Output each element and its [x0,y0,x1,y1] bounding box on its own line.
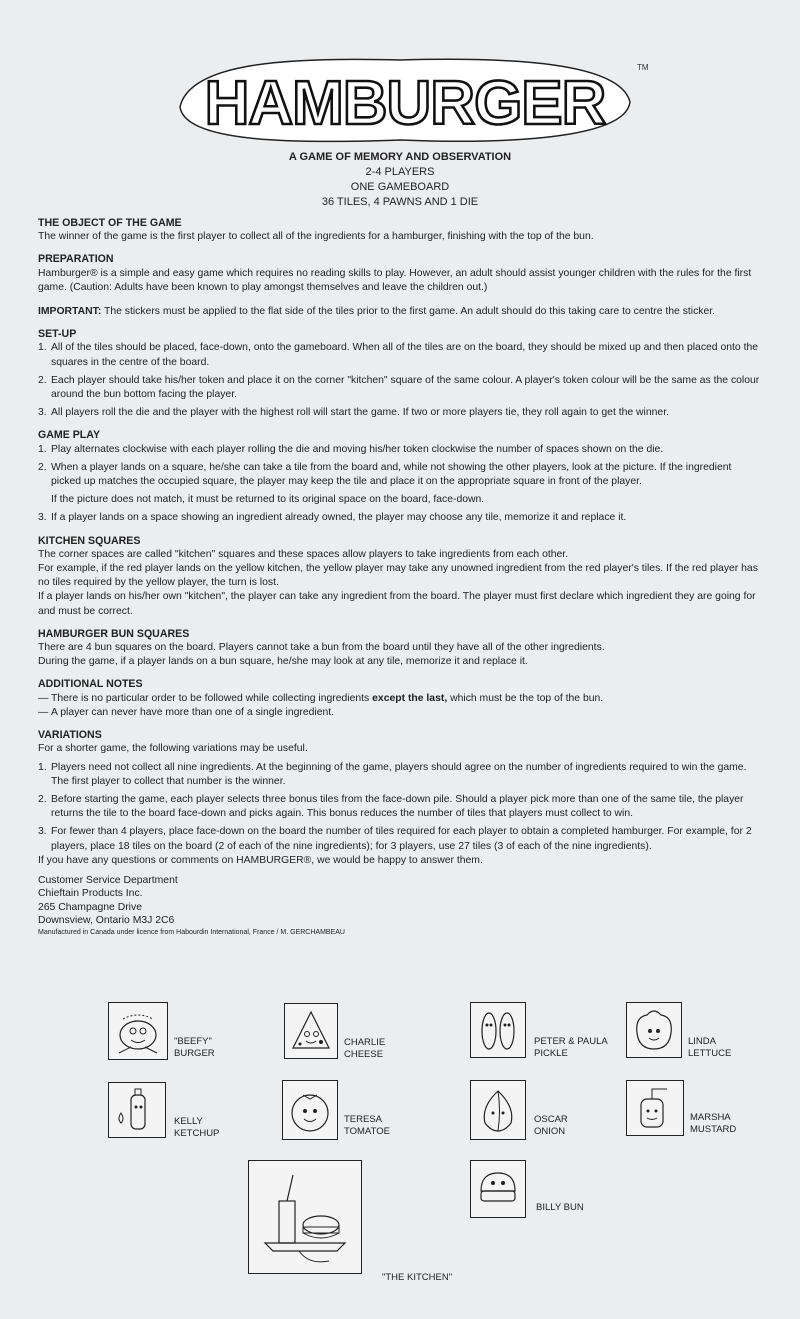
label-line: CHARLIE [344,1037,386,1048]
note-text: There is no particular order to be followed while collecting ingredients [51,692,373,704]
item-number: 1. [38,342,47,354]
paragraph: For example, if the red player lands on the yellow kitchen, the yellow player may take any unowned ingredient from the red player's tiles. If the red player has no tiles required by the yellow player, the turn is lost. [38,563,758,589]
mustard-icon [626,1080,684,1136]
item-text: Each player should take his/her token and place it on the corner "kitchen" square of the same colour. A player's token colour will be the same as the colour around the bun bottom facing the player. [51,374,760,401]
item-number: 1. [38,761,47,773]
list-item [38,341,760,369]
character-label [534,1036,608,1060]
label-line: OSCAR [534,1114,568,1125]
item-text: Play alternates clockwise with each player rolling the die and moving his/her token clockwise the number of spaces shown on the die. [51,443,664,455]
list-item [38,793,760,821]
label-line: "THE KITCHEN" [382,1272,453,1283]
questions-line: If you have any questions or comments on HAMBURGER®, we would be happy to answer them. [38,854,483,866]
kitchen-section [38,534,760,619]
list-item [38,461,760,489]
label-line: MUSTARD [690,1124,737,1135]
label-line: LINDA [688,1036,716,1047]
list-item [38,374,760,402]
item-subtext: If the picture does not match, it must be returned to its original space on the board, face-down. [51,494,485,506]
address-line: Downsview, Ontario M3J 2C6 [38,915,175,927]
tomato-icon [282,1080,338,1140]
lettuce-icon [626,1002,682,1058]
tagline: A GAME OF MEMORY AND OBSERVATION [288,151,512,163]
subtitle-block [0,150,800,210]
rules-text [38,216,760,937]
section-heading: THE OBJECT OF THE GAME [38,217,182,229]
item-number: 3. [38,826,47,838]
section-heading: SET-UP [38,328,77,341]
licence-line: Manufactured in Canada under licence from Habourdin International, France / M. GERCHAMBEAU [38,928,345,936]
dash: — [38,692,49,704]
logo-text: HAMBURGER [204,69,606,138]
section-heading: KITCHEN SQUARES [38,534,141,547]
note-text: which must be the top of the bun. [447,692,604,704]
paragraph: There are 4 bun squares on the board. Players cannot take a bun from the board until they have all of the other ingredients. [38,642,605,654]
section-heading: ADDITIONAL NOTES [38,678,143,691]
character-label [690,1112,736,1136]
item-number: 3. [38,407,47,419]
list-item [38,825,760,853]
paragraph: During the game, if a player lands on a bun square, he/she may look at any tile, memorize it and replace it. [38,656,528,668]
note-text: A player can never have more than one of a single ingredient. [51,706,335,718]
item-number: 2. [38,461,47,473]
section-heading: HAMBURGER BUN SQUARES [38,627,190,640]
hamburger-logo [170,52,640,147]
label-line: TOMATOE [344,1126,390,1137]
trademark: TM [637,63,649,72]
important-text: The stickers must be applied to the flat side of the tiles prior to the first game. An adult should do this taking care to centre the sticker. [101,306,716,318]
character-label [382,1272,452,1284]
section-heading: PREPARATION [38,253,114,266]
label-line: CHEESE [344,1049,384,1060]
gameplay-section [38,428,760,525]
note-item [38,706,760,720]
beefy-burger-icon [108,1002,168,1060]
address-line: Chieftain Products Inc. [38,888,143,900]
item-number: 3. [38,512,47,524]
label-line: KETCHUP [174,1128,220,1139]
bun-icon [470,1160,526,1218]
paragraph: Hamburger® is a simple and easy game which requires no reading skills to play. However, an adult should assist younger children with the rules for the first game. (Caution: Adults have been known to play amongst themselves and leave the children out.) [38,267,752,293]
item-number: 2. [38,793,47,805]
item-text: Players need not collect all nine ingredients. At the beginning of the game, players should agree on the number of ingredients required to win the game. The first player to collect that number is the winner. [51,761,747,787]
item-text: Before starting the game, each player selects three bonus tiles from the face-down pile. Should a player pick more than one of the same tile, the player returns the tile to the board face-down and picks again. This bonus reduces the number of tiles that players must collect to win. [51,793,744,820]
paragraph: The corner spaces are called "kitchen" squares and these spaces allow players to take ingredients from each other. [38,548,569,560]
kitchen-tray-icon [248,1160,362,1274]
character-label [174,1036,215,1060]
label-line: "BEEFY" [174,1036,212,1047]
label-line: PETER & PAULA [534,1036,608,1047]
item-text: If a player lands on a space showing an ingredient already owned, the player may choose any tile, memorize it and replace it. [51,512,627,524]
item-text: When a player lands on a square, he/she can take a tile from the board and, while not showing the other players, look at the picture. If the ingredient picked up matches the occupied square, the player may keep the tile and place it on the appropriate square in front of the player. [51,461,732,488]
variations-section [38,728,760,868]
list-item [38,761,760,789]
address-line: Customer Service Department [38,874,178,886]
paragraph: The winner of the game is the first player to collect all of the ingredients for a hamburger, finishing with the top of the bun. [38,231,594,243]
notes-section [38,677,760,720]
label-line: PICKLE [534,1048,568,1059]
item-text: For fewer than 4 players, place face-down on the board the number of tiles required for each player to obtain a completed hamburger. For example, for 2 players, place 18 tiles on the board (2 of each of the nine ingredients); for 3 players, use 27 tiles (3 of each of the nine ingredients). [51,826,752,852]
address-block [38,874,760,937]
list-item [38,511,760,525]
ketchup-icon [108,1082,166,1138]
important-label: IMPORTANT: [38,306,102,318]
cheese-icon [284,1003,338,1059]
note-item [38,692,760,706]
item-number: 2. [38,374,47,386]
item-text: All of the tiles should be placed, face-down, onto the gameboard. When all of the tiles are on the board, they should be mixed up and then placed onto the squares in the centre of the board. [51,342,759,368]
pickle-icon [470,1002,526,1058]
list-item [38,443,760,457]
board-count: ONE GAMEBOARD [350,181,450,193]
character-label [688,1036,731,1060]
important-note [38,305,760,319]
item-number: 1. [38,443,47,455]
label-line: BURGER [174,1048,215,1059]
section-heading: GAME PLAY [38,429,101,442]
list-item [38,406,760,420]
section-heading: VARIATIONS [38,729,102,742]
object-section [38,216,760,244]
dash: — [38,706,49,718]
character-label [344,1037,385,1061]
address-line: 265 Champagne Drive [38,901,142,913]
bun-section [38,627,760,670]
label-line: ONION [534,1126,566,1137]
setup-section [38,327,760,420]
note-bold: except the last, [372,692,448,704]
contents-line: 36 TILES, 4 PAWNS AND 1 DIE [321,196,479,208]
label-line: KELLY [174,1116,203,1127]
character-label [344,1114,390,1138]
preparation-section [38,252,760,319]
paragraph: For a shorter game, the following variations may be useful. [38,743,308,755]
character-label [174,1116,219,1140]
label-line: MARSHA [690,1112,731,1123]
character-label [534,1114,568,1138]
label-line: LETTUCE [688,1048,732,1059]
label-line: TERESA [344,1114,383,1125]
item-text: All players roll the die and the player with the highest roll will start the game. If two or more players tie, they roll again to get the winner. [51,407,669,419]
paragraph: If a player lands on his/her own "kitchen", the player can take any ingredient from the board. The player must first declare which ingredient they are going for and must be correct. [38,591,756,617]
onion-icon [470,1080,526,1140]
character-label [536,1202,584,1214]
player-count: 2-4 PLAYERS [365,166,435,178]
label-line: BILLY BUN [536,1202,584,1213]
